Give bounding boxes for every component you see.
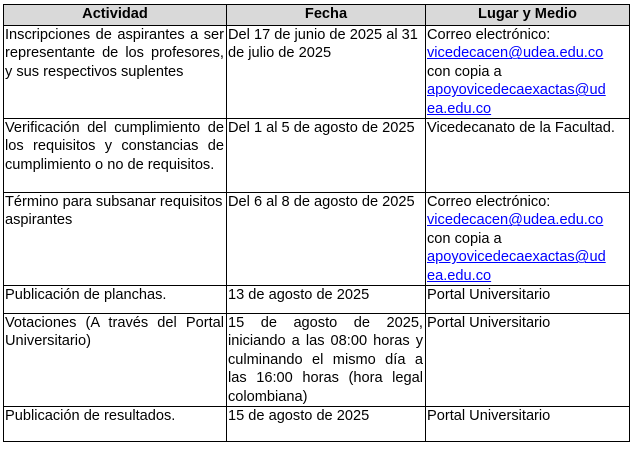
cell-fecha: 15 de agosto de 2025, iniciando a las 08:00 horas y culminando el mismo día a las 16:00 horas (hora legal colombiana)	[227, 314, 426, 407]
lugar-prefix: Correo electrónico:	[427, 194, 551, 211]
cell-lugar: Portal Universitario	[426, 314, 630, 407]
email-link-apoyo-part2[interactable]: ea.edu.co	[427, 100, 492, 117]
email-link-vicedecacen[interactable]: vicedecacen@udea.edu.co	[427, 45, 604, 62]
table-row	[4, 407, 630, 442]
cell-actividad: Publicación de planchas.	[4, 286, 227, 314]
email-link-apoyo-part1[interactable]: apoyovicedecaexactas@ud	[427, 249, 606, 266]
cell-actividad: Publicación de resultados.	[4, 407, 227, 442]
cell-fecha: Del 6 al 8 de agosto de 2025	[227, 193, 426, 286]
cell-lugar: Portal Universitario	[426, 407, 630, 442]
table-row	[4, 193, 630, 286]
cell-lugar: Portal Universitario	[426, 286, 630, 314]
cell-fecha: 15 de agosto de 2025	[227, 407, 426, 442]
cell-fecha: 13 de agosto de 2025	[227, 286, 426, 314]
header-lugar: Lugar y Medio	[426, 5, 630, 26]
table-row	[4, 26, 630, 119]
table-row	[4, 314, 630, 407]
email-link-vicedecacen[interactable]: vicedecacen@udea.edu.co	[427, 212, 604, 229]
cell-lugar: Vicedecanato de la Facultad.	[426, 119, 630, 193]
lugar-prefix: Correo electrónico:	[427, 27, 551, 43]
cell-actividad: Inscripciones de aspirantes a ser representante de los profesores, y sus respectivos suplentes	[4, 26, 227, 119]
table-row	[4, 286, 630, 314]
header-actividad: Actividad	[4, 5, 227, 26]
cell-actividad: Término para subsanar requisitos aspirantes	[4, 193, 227, 286]
table-row	[4, 119, 630, 193]
email-link-apoyo-part1[interactable]: apoyovicedecaexactas@ud	[427, 82, 606, 99]
cell-lugar	[426, 193, 630, 286]
header-row	[4, 5, 630, 26]
cell-fecha: Del 1 al 5 de agosto de 2025	[227, 119, 426, 193]
lugar-mid: con copia a	[427, 63, 502, 80]
email-link-apoyo-part2[interactable]: ea.edu.co	[427, 267, 492, 284]
cell-lugar	[426, 26, 630, 119]
cell-actividad: Votaciones (A través del Portal Universitario)	[4, 314, 227, 407]
header-fecha: Fecha	[227, 5, 426, 26]
cell-actividad: Verificación del cumplimiento de los requisitos y constancias de cumplimiento o no de requisitos.	[4, 119, 227, 193]
schedule-table	[3, 4, 630, 442]
lugar-mid: con copia a	[427, 230, 502, 247]
cell-fecha: Del 17 de junio de 2025 al 31 de julio de 2025	[227, 26, 426, 119]
